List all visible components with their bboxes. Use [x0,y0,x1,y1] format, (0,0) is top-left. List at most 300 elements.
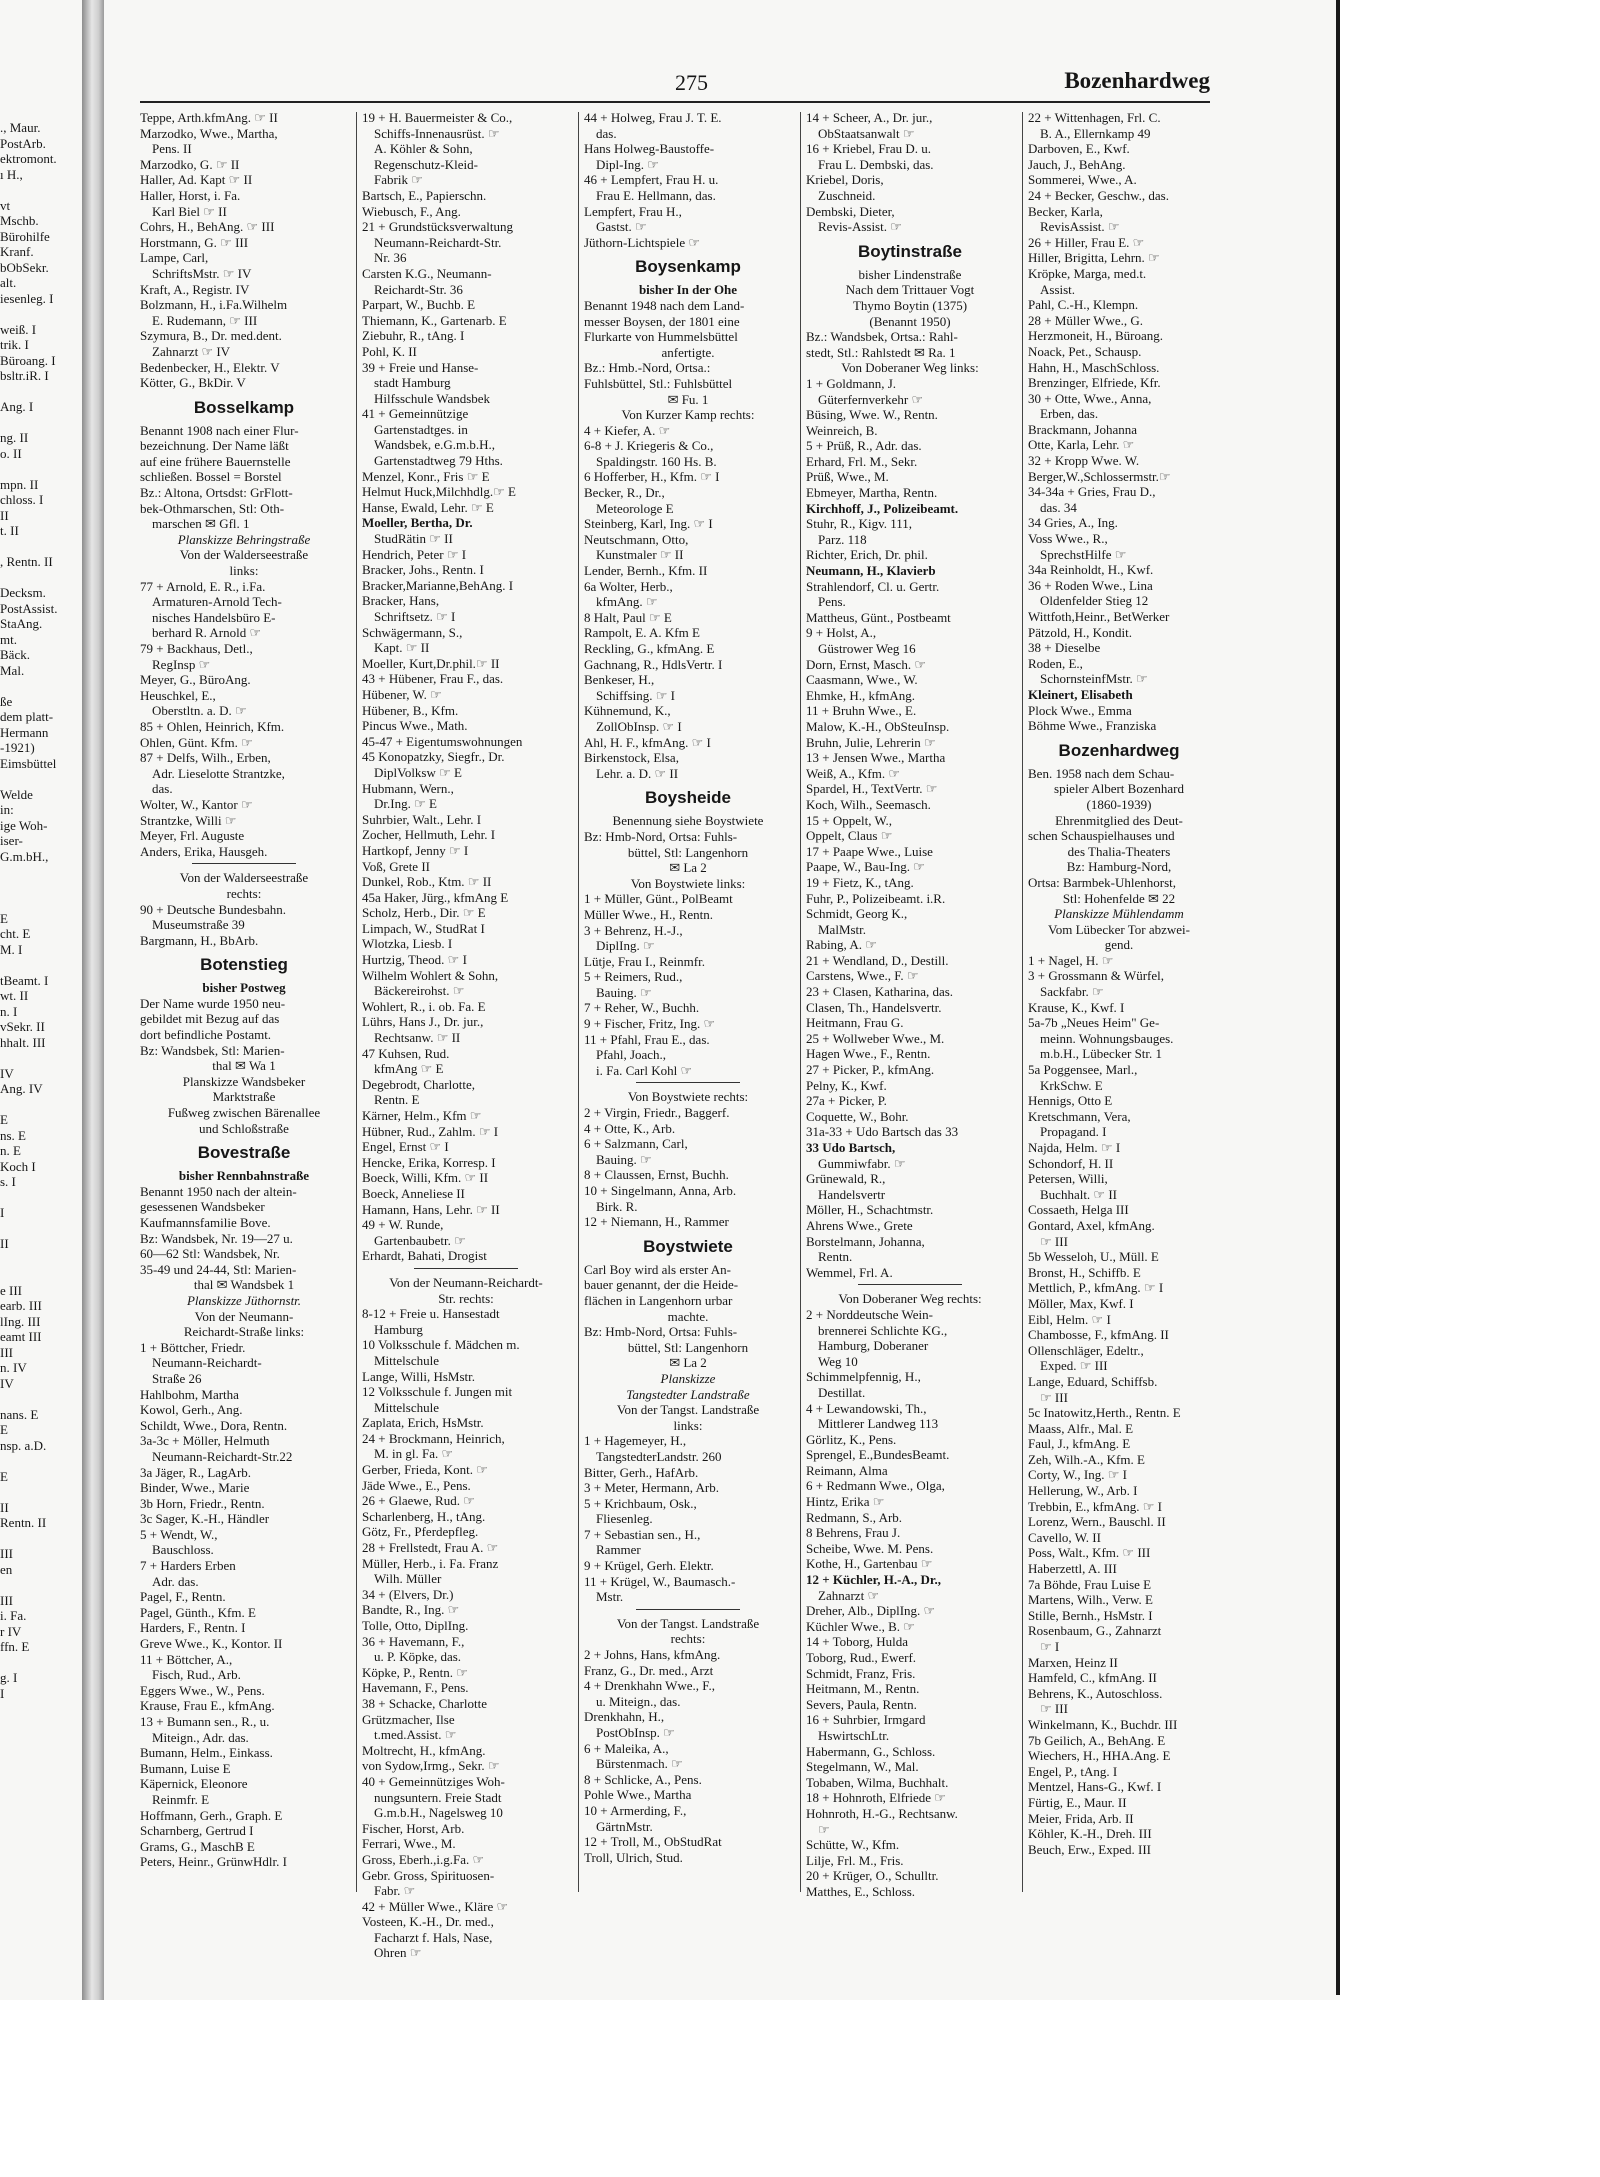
directory-entry: 9 + Holst, A., [806,625,877,641]
directory-entry: schen Schauspielhauses und [1028,828,1175,844]
directory-entry: Bolzmann, H., i.Fa.Wilhelm [140,297,288,313]
directory-entry: 6 + Redmann Wwe., Olga, [806,1478,945,1494]
directory-entry: Moeller, Bertha, Dr. [362,515,473,531]
directory-entry: Anders, Erika, Hausgeh. [140,843,268,859]
directory-entry: PostObInsp. ☞ [596,1725,675,1740]
fragment-line: nans. E [0,1406,39,1422]
fragment-line [0,1453,80,1469]
column-divider [356,112,357,1892]
directory-entry: Planskizze Wandsbeker [182,1073,306,1089]
directory-entry: Ohlen, Günt. Kfm. ☞ [140,734,253,750]
directory-entry: Lilje, Frl. M., Fris. [806,1852,904,1868]
directory-entry: bauer genannt, der die Heide- [584,1277,739,1293]
fragment-line [0,539,80,555]
directory-entry: 9 + Krügel, Gerh. Elektr. [584,1558,714,1574]
directory-entry: i. Fa. Carl Kohl ☞ [596,1062,693,1078]
directory-entry: 28 + Müller Wwe., G. [1028,312,1144,328]
street-heading: Bovestraße [197,1143,291,1163]
directory-entry: Heitmann, Frau G. [806,1015,904,1031]
directory-entry: Bz.: Hmb.-Nord, Ortsa.: [584,360,711,376]
directory-entry: Winkelmann, K., Buchdr. III [1028,1716,1178,1732]
directory-entry: 14 + Scheer, A., Dr. jur., [806,110,933,125]
fragment-line: e III [0,1282,23,1298]
directory-entry: Suhrbier, Walt., Lehr. I [362,811,482,827]
directory-entry: Strahlendorf, Cl. u. Gertr. [806,578,940,594]
directory-entry: Mittlerer Landweg 113 [818,1416,939,1432]
fragment-line: n. I [0,1003,18,1019]
fragment-line: Ang. IV [0,1081,43,1096]
fragment-line: nsp. a.D. [0,1437,47,1453]
directory-entry: 5 + Krichbaum, Osk., [584,1495,697,1511]
directory-entry: büttel, Stl: Langenhorn [627,1339,749,1355]
directory-entry: 77 + Arnold, E. R., i.Fa. [140,578,266,594]
directory-entry: Schwägermann, S., [362,624,463,640]
directory-entry: Sprengel, E.,BundesBeamt. [806,1447,950,1463]
directory-entry: Darboven, E., Kwf. [1028,141,1130,157]
directory-entry: Lampe, Carl, [140,250,209,266]
directory-entry: Hamburg, Doberaner [818,1338,929,1354]
fragment-line: n. IV [0,1360,27,1375]
fragment-line [0,957,80,973]
directory-entry: Mstr. [596,1589,624,1605]
directory-entry: bisher In der Ohe [638,282,738,298]
directory-entry: Mittelschule [374,1399,439,1415]
directory-entry: Degebrodt, Charlotte, [362,1076,475,1092]
directory-entry: 38 + Schacke, Charlotte [362,1695,488,1711]
directory-entry: berhard R. Arnold ☞ [152,625,262,641]
directory-entry: Zocher, Hellmuth, Lehr. I [362,827,496,843]
directory-entry: Pelny, K., Kwf. [806,1077,887,1093]
directory-entry: (Benannt 1950) [869,313,951,329]
directory-entry: ObStaatsanwalt ☞ [818,125,915,141]
street-heading: Boystwiete [643,1236,733,1256]
directory-entry: Strantzke, Willi ☞ [140,812,237,828]
directory-entry: Gontard, Axel, kfmAng. [1028,1217,1155,1233]
directory-entry: Lehr. a. D. ☞ II [596,765,679,781]
directory-entry: Roden, E., [1028,655,1083,671]
directory-entry: Rammer [596,1542,641,1558]
directory-entry: 3a-3c + Möller, Helmuth [140,1433,270,1449]
directory-entry: Koch, Wilh., Seemasch. [806,796,931,812]
directory-entry: Bitter, Gerh., HafArb. [584,1464,699,1480]
fragment-line: Koch I [0,1158,36,1174]
directory-entry: Wittfoth,Heinr., BetWerker [1028,609,1170,624]
directory-entry: Von der Neumann-Reichardt- [389,1274,543,1290]
directory-entry: rechts: [226,885,262,901]
directory-entry: Krause, Frau E., kfmAng. [140,1698,275,1714]
directory-entry: von Sydow,Irmg., Sekr. ☞ [362,1758,500,1774]
directory-entry: Limpach, W., StudRat I [362,920,485,936]
directory-entry: Steinberg, Karl, Ing. ☞ I [584,516,713,532]
previous-page-fragment [0,120,80,1701]
directory-entry: HswirtschLtr. [818,1727,890,1743]
directory-entry: Voß, Grete II [362,858,430,874]
directory-entry: 31a-33 + Udo Bartsch das 33 [806,1124,959,1140]
street-heading: Boysenkamp [635,257,741,277]
directory-entry: Destillat. [818,1384,866,1400]
directory-entry: Oppelt, Claus ☞ [806,828,893,844]
directory-entry: Pahl, C.-H., Klempn. [1028,297,1139,313]
directory-entry: Heitmann, M., Rentn. [806,1681,920,1697]
directory-entry: ZollObInsp. ☞ I [596,718,682,734]
directory-entry: Pätzold, H., Kondit. [1028,624,1132,640]
fragment-line: II [0,1236,9,1251]
directory-entry: Wilhelm Wohlert & Sohn, [362,967,499,983]
directory-entry: Benannt 1948 nach dem Land- [584,297,745,313]
directory-entry: 8-12 + Freie u. Hansestadt [362,1306,500,1322]
directory-entry: Assist. [1040,281,1076,297]
directory-entry: Meteorologe E [596,500,674,516]
directory-entry: 3b Horn, Friedr., Rentn. [140,1495,265,1511]
directory-entry: Cossaeth, Helga III [1028,1202,1129,1218]
directory-entry: Köpke, P., Rentn. ☞ [362,1664,468,1680]
directory-entry: Pincus Wwe., Math. [362,718,468,734]
directory-entry: Meyer, G., BüroAng. [140,672,251,688]
directory-entry: Buchhalt. ☞ II [1040,1186,1117,1202]
directory-entry: Ahl, H. F., kfmAng. ☞ I [584,734,711,750]
directory-entry: Marzodko, G. ☞ II [140,156,240,172]
directory-entry: 43 + Hübener, Frau F., das. [362,671,504,687]
directory-entry: 6 + Maleika, A., [584,1740,669,1756]
directory-entry: Hennigs, Otto E [1028,1093,1113,1109]
directory-entry: 39 + Freie und Hanse- [362,359,479,375]
directory-column-2 [362,110,570,1961]
directory-entry: Scharlenberg, H., tAng. [362,1508,486,1524]
directory-entry: Reckling, G., kfmAng. E [584,641,715,656]
directory-entry: Exped. ☞ III [1040,1358,1108,1374]
directory-entry: Bz: Hmb-Nord, Ortsa: Fuhls- [584,828,738,844]
directory-entry: Wiebusch, F., Ang. [362,203,461,219]
directory-entry: Becker, Karla, [1028,203,1103,219]
directory-entry: SchornsteinfMstr. ☞ [1040,671,1148,687]
directory-entry: Zeh, Wilh.-A., Kfm. E [1028,1451,1145,1467]
directory-entry: Ahrens Wwe., Grete [806,1217,913,1233]
fragment-line: cht. E [0,926,31,941]
directory-entry: Engel, P., tAng. I [1028,1763,1118,1779]
directory-entry: Otte, Karla, Lehr. ☞ [1028,437,1135,453]
directory-entry: bek-Othmarschen, Stl: Oth- [140,500,285,516]
directory-entry: Binder, Wwe., Marie [140,1480,250,1496]
directory-entry: Richter, Erich, Dr. phil. [806,547,928,563]
directory-entry: Helmut Huck,Milchhdlg.☞ E [362,484,516,500]
fragment-line: Ang. I [0,399,34,414]
directory-entry: Hübener, B., Kfm. [362,702,459,718]
fragment-line: lIng. III [0,1313,41,1329]
directory-entry: Kirchhoff, J., Polizeibeamt. [806,500,959,516]
fragment-line [0,461,80,477]
page-number: 275 [675,70,708,95]
directory-entry: 19 + Fietz, K., tAng. [806,874,914,890]
directory-entry: Erhardt, Bahati, Drogist [362,1248,487,1264]
directory-entry: Gross, Eberh.,i.g.Fa. ☞ [362,1851,485,1867]
directory-entry: Handelsvertr [818,1186,886,1202]
directory-entry: Schondorf, H. II [1028,1155,1114,1171]
fragment-line [0,1484,80,1500]
fragment-line: n. E [0,1143,21,1158]
directory-entry: Bandte, R., Ing. ☞ [362,1602,460,1618]
directory-entry: 7a Böhde, Frau Luise E [1028,1576,1152,1592]
header-rule [140,101,1210,103]
fragment-line: Hermann [0,724,49,740]
fragment-line: Mschb. [0,213,39,228]
directory-entry: 18 + Hohnroth, Elfriede ☞ [806,1790,946,1806]
directory-entry: brennerei Schlichte KG., [818,1322,948,1338]
directory-entry: links: [673,1417,703,1433]
directory-entry: und Schloßstraße [199,1120,289,1136]
directory-entry: auf eine frühere Bauernstelle [140,453,291,469]
directory-entry: flächen in Langenhorn urbar [584,1292,733,1308]
directory-entry: Bracker,Marianne,BehAng. I [362,577,514,593]
directory-entry: Birk. R. [596,1198,638,1214]
directory-entry: Voss Wwe., R., [1028,531,1108,547]
directory-entry: Ollenschläger, Edeltr., [1028,1342,1144,1358]
directory-entry: Adr. Lieselotte Strantzke, [152,765,285,781]
directory-entry: Moeller, Kurt,Dr.phil.☞ II [362,655,500,671]
directory-entry: 1 + Nagel, H. ☞ [1028,952,1114,968]
fragment-line: Decksm. [0,585,46,600]
fragment-line [0,771,80,787]
directory-entry: Jauch, J., BehAng. [1028,156,1126,172]
directory-entry: RegInsp ☞ [152,656,211,672]
section-divider [858,1284,962,1285]
directory-entry: Bäckereirohst. ☞ [374,983,465,999]
directory-entry: Rechtsanw. ☞ II [374,1030,461,1046]
fragment-line [0,895,80,911]
directory-entry: Wlotzka, Liesb. I [362,936,453,952]
directory-entry: Thiemann, K., Gartenarb. E [362,312,507,328]
street-heading: Boytinstraße [858,241,962,261]
fragment-line: tBeamt. I [0,972,49,988]
directory-entry: 19 + H. Bauermeister & Co., [362,110,513,125]
directory-entry: Meier, Frida, Arb. II [1028,1810,1134,1826]
directory-entry: Behrens, K., Autoschloss. [1028,1685,1163,1701]
directory-entry: Spardel, H., TextVertr. ☞ [806,781,938,797]
directory-entry: 14 + Toborg, Hulda [806,1634,908,1650]
fragment-line: s. I [0,1174,16,1189]
directory-entry: Peters, Heinr., GrünwHdlr. I [140,1854,287,1870]
directory-entry: 42 + Müller Wwe., Kläre ☞ [362,1898,509,1914]
directory-entry: Gerber, Frieda, Kont. ☞ [362,1462,488,1478]
directory-entry: Ferrari, Wwe., M. [362,1836,456,1852]
directory-entry: 27a + Picker, P. [806,1093,887,1109]
directory-entry: gesessenen Wandsbeker [140,1199,265,1215]
fragment-line: I [0,1205,5,1220]
running-head: Bozenhardweg [1064,68,1210,93]
directory-entry: Troll, Ulrich, Stud. [584,1849,683,1865]
directory-entry: Bronst, H., Schiffb. E [1028,1264,1141,1280]
directory-entry: Franz, G., Dr. med., Arzt [584,1662,714,1678]
directory-entry: GärtnMstr. [596,1818,653,1834]
directory-entry: Fürtig, E., Maur. II [1028,1794,1127,1810]
directory-entry: (1860-1939) [1086,796,1152,812]
fragment-line [0,182,80,198]
fragment-line [0,1655,80,1671]
directory-entry: Schimmelpfennig, H., [806,1369,921,1385]
directory-entry: Dunkel, Rob., Ktm. ☞ II [362,874,492,890]
fragment-line: III [0,1344,13,1360]
directory-entry: Frau E. Hellmann, das. [596,187,716,203]
fragment-line: trik. I [0,337,29,352]
fragment-line: t. II [0,523,19,538]
directory-entry: Hendrich, Peter ☞ I [362,546,467,562]
directory-column-1 [140,110,348,1870]
directory-entry: Mentzel, Hans-G., Kwf. I [1028,1779,1162,1795]
directory-entry: Caasmann, Wwe., W. [806,672,918,688]
fragment-line [0,1391,80,1407]
directory-entry: 5 + Reimers, Rud., [584,969,683,985]
directory-entry: 40 + Gemeinnütziges Woh- [362,1773,505,1789]
directory-entry: 5 + Wendt, W., [140,1526,218,1542]
directory-entry: Chambosse, F., kfmAng. II [1028,1327,1169,1343]
directory-entry: 35-49 und 24-44, Stl: Marien- [140,1261,297,1277]
directory-entry: Bartsch, E., Papierschn. [362,187,487,203]
directory-entry: u. Miteign., das. [596,1693,681,1709]
directory-entry: Gachnang, R., HdlsVertr. I [584,656,723,672]
directory-entry: Gartenbaubetr. ☞ [374,1232,466,1248]
directory-entry: Lütje, Frau I., Reinmfr. [584,953,705,969]
fragment-line [0,415,80,431]
directory-entry: 85 + Ohlen, Heinrich, Kfm. [140,718,285,734]
directory-entry: das. [596,125,617,141]
directory-entry: Mettlich, P., kfmAng. ☞ I [1028,1280,1164,1296]
directory-entry: Carl Boy wird als erster An- [584,1261,731,1277]
directory-entry: ✉ La 2 [669,860,707,876]
directory-entry: 11 + Pfahl, Frau E., das. [584,1031,710,1047]
directory-entry: Kleinert, Elisabeth [1028,686,1133,702]
directory-entry: Malow, K.-H., ObSteuInsp. [806,718,950,734]
directory-entry: Neumann, H., Klavierb [806,563,936,579]
directory-entry: Noack, Pet., Schausp. [1028,343,1142,359]
directory-entry: Matthes, E., Schloss. [806,1883,916,1899]
fragment-line: I [0,1685,5,1701]
directory-entry: Benkeser, H., [584,672,655,688]
directory-entry: 26 + Hiller, Frau E. ☞ [1028,234,1145,250]
fragment-line: earb. III [0,1298,42,1313]
directory-entry: 8 + Claussen, Ernst, Buchh. [584,1167,729,1183]
directory-entry: Hoffmann, Gerh., Graph. E [140,1807,283,1823]
directory-entry: Szymura, B., Dr. med.dent. [140,328,282,344]
directory-entry: Stl: Hohenfelde ✉ 22 [1062,890,1176,906]
directory-entry: Büsing, Wwe. W., Rentn. [806,407,938,423]
directory-entry: Moltrecht, H., kfmAng. [362,1742,486,1758]
directory-entry: Pagel, Günth., Kfm. E [140,1604,256,1620]
directory-entry: 12 Volksschule f. Jungen mit [362,1384,513,1400]
fragment-line: weiß. I [0,321,37,337]
directory-entry: Boeck, Anneliese II [362,1185,465,1201]
directory-entry: Ortsa: Barmbek-Uhlenhorst, [1028,874,1177,890]
directory-entry: Haller, Ad. Kapt ☞ II [140,172,253,188]
directory-entry: M. in gl. Fa. ☞ [374,1446,454,1462]
directory-entry: 1 + Böttcher, Friedr. [140,1339,246,1355]
directory-entry: Benannt 1950 nach der altein- [140,1183,297,1199]
directory-entry: 45a Haker, Jürg., kfmAng E [362,889,509,905]
directory-entry: Ehmke, H., kfmAng. [806,687,916,703]
directory-entry: Eibl, Helm. ☞ I [1028,1311,1111,1327]
directory-entry: Fliesenleg. [596,1511,653,1527]
fragment-line: Kranf. [0,244,34,259]
directory-entry: Hagen Wwe., F., Rentn. [806,1046,931,1062]
directory-entry: 32 + Kropp Wwe. W. [1028,453,1140,469]
fragment-line: mt. [0,631,17,647]
directory-entry: Bauing. ☞ [596,984,652,1000]
directory-entry: Marxen, Heinz II [1028,1654,1118,1670]
directory-entry: Zahnarzt ☞ IV [152,343,231,359]
directory-entry: ☞ I [1040,1639,1060,1654]
fragment-line: ng. II [0,430,29,445]
directory-entry: Möller, H., Schachtmstr. [806,1202,934,1218]
directory-entry: gebildet mit Bezug auf das [140,1011,280,1027]
fragment-line: eamt III [0,1329,42,1344]
directory-entry: Poss, Walt., Kfm. ☞ III [1028,1545,1151,1561]
directory-entry: Wolter, W., Kantor ☞ [140,796,253,812]
directory-entry: Bz: Wandsbek, Stl: Marien- [140,1042,285,1058]
directory-entry: Brackmann, Johanna [1028,421,1138,437]
directory-entry: Pfahl, Joach., [596,1047,667,1063]
directory-column-5 [1028,110,1210,1857]
directory-entry: Rentn. E [374,1092,420,1108]
fragment-line: III [0,1546,13,1561]
fragment-line: vSekr. II [0,1019,45,1034]
directory-entry: Fuhlsbüttel, Stl.: Fuhlsbüttel [584,375,733,391]
directory-entry: Lange, Willi, HsMstr. [362,1368,475,1384]
directory-entry: 2 + Johns, Hans, kfmAng. [584,1647,721,1663]
directory-entry: Kaufmannsfamilie Bove. [140,1215,271,1230]
fragment-line: Eimsbüttel [0,755,57,771]
directory-entry: Becker, R., Dr., [584,485,665,501]
directory-entry: RevisAssist. ☞ [1040,219,1120,235]
directory-entry: Hahlbohm, Martha [140,1386,239,1402]
directory-entry: SprechstHilfe ☞ [1040,546,1127,562]
fragment-line: ße [0,693,13,709]
directory-entry: dort befindliche Postamt. [140,1027,272,1043]
directory-entry: Kapt. ☞ II [374,640,430,656]
directory-entry: bisher Postweg [202,980,286,996]
fragment-line: iesenleg. I [0,290,54,306]
fragment-line: o. II [0,445,22,461]
directory-entry: 7 + Sebastian sen., H., [584,1526,701,1542]
street-heading: Bosselkamp [193,397,295,417]
directory-entry: Bauschloss. [152,1542,214,1558]
directory-entry: 17 + Paape Wwe., Luise [806,843,933,859]
directory-entry: Dorn, Ernst, Masch. ☞ [806,656,926,672]
directory-entry: Facharzt f. Hals, Nase, [374,1929,493,1945]
directory-entry: 3a Jäger, R., LagArb. [140,1464,252,1480]
directory-entry: Nr. 36 [374,250,407,266]
directory-entry: Bz.: Altona, Ortsdst: GrFlott- [140,485,293,501]
directory-entry: Havemann, F., Pens. [362,1680,469,1696]
directory-entry: Möller, Max, Kwf. I [1028,1295,1134,1311]
directory-entry: 12 + Küchler, H.-A., Dr., [806,1572,942,1588]
directory-entry: Schriftsetz. ☞ I [374,609,456,624]
directory-entry: 13 + Jensen Wwe., Martha [806,750,946,766]
directory-entry: 21 + Grundstücksverwaltung [362,219,514,235]
directory-entry: 16 + Suhrbier, Irmgard [806,1712,926,1728]
fragment-line: in: [0,802,14,817]
directory-entry: A. Köhler & Sohn, [374,141,473,157]
street-heading: Boysheide [645,788,731,808]
directory-entry: Maass, Alfr., Mal. E [1028,1420,1134,1436]
directory-entry: Kraft, A., Registr. IV [140,281,250,297]
directory-entry: 87 + Delfs, Wilh., Erben, [140,750,271,766]
directory-entry: Schiffsing. ☞ I [596,687,675,703]
directory-entry: Hamann, Hans, Lehr. ☞ II [362,1201,500,1217]
directory-entry: Grünewald, R., [806,1171,886,1187]
directory-entry: Kunstmaler ☞ II [596,547,684,563]
directory-entry: Planskizze Jüthornstr. [186,1292,302,1308]
directory-entry: Greve Wwe., K., Kontor. II [140,1636,283,1652]
directory-entry: Hellerung, W., Arb. I [1028,1483,1138,1499]
directory-entry: 21 + Wendland, D., Destill. [806,952,949,968]
